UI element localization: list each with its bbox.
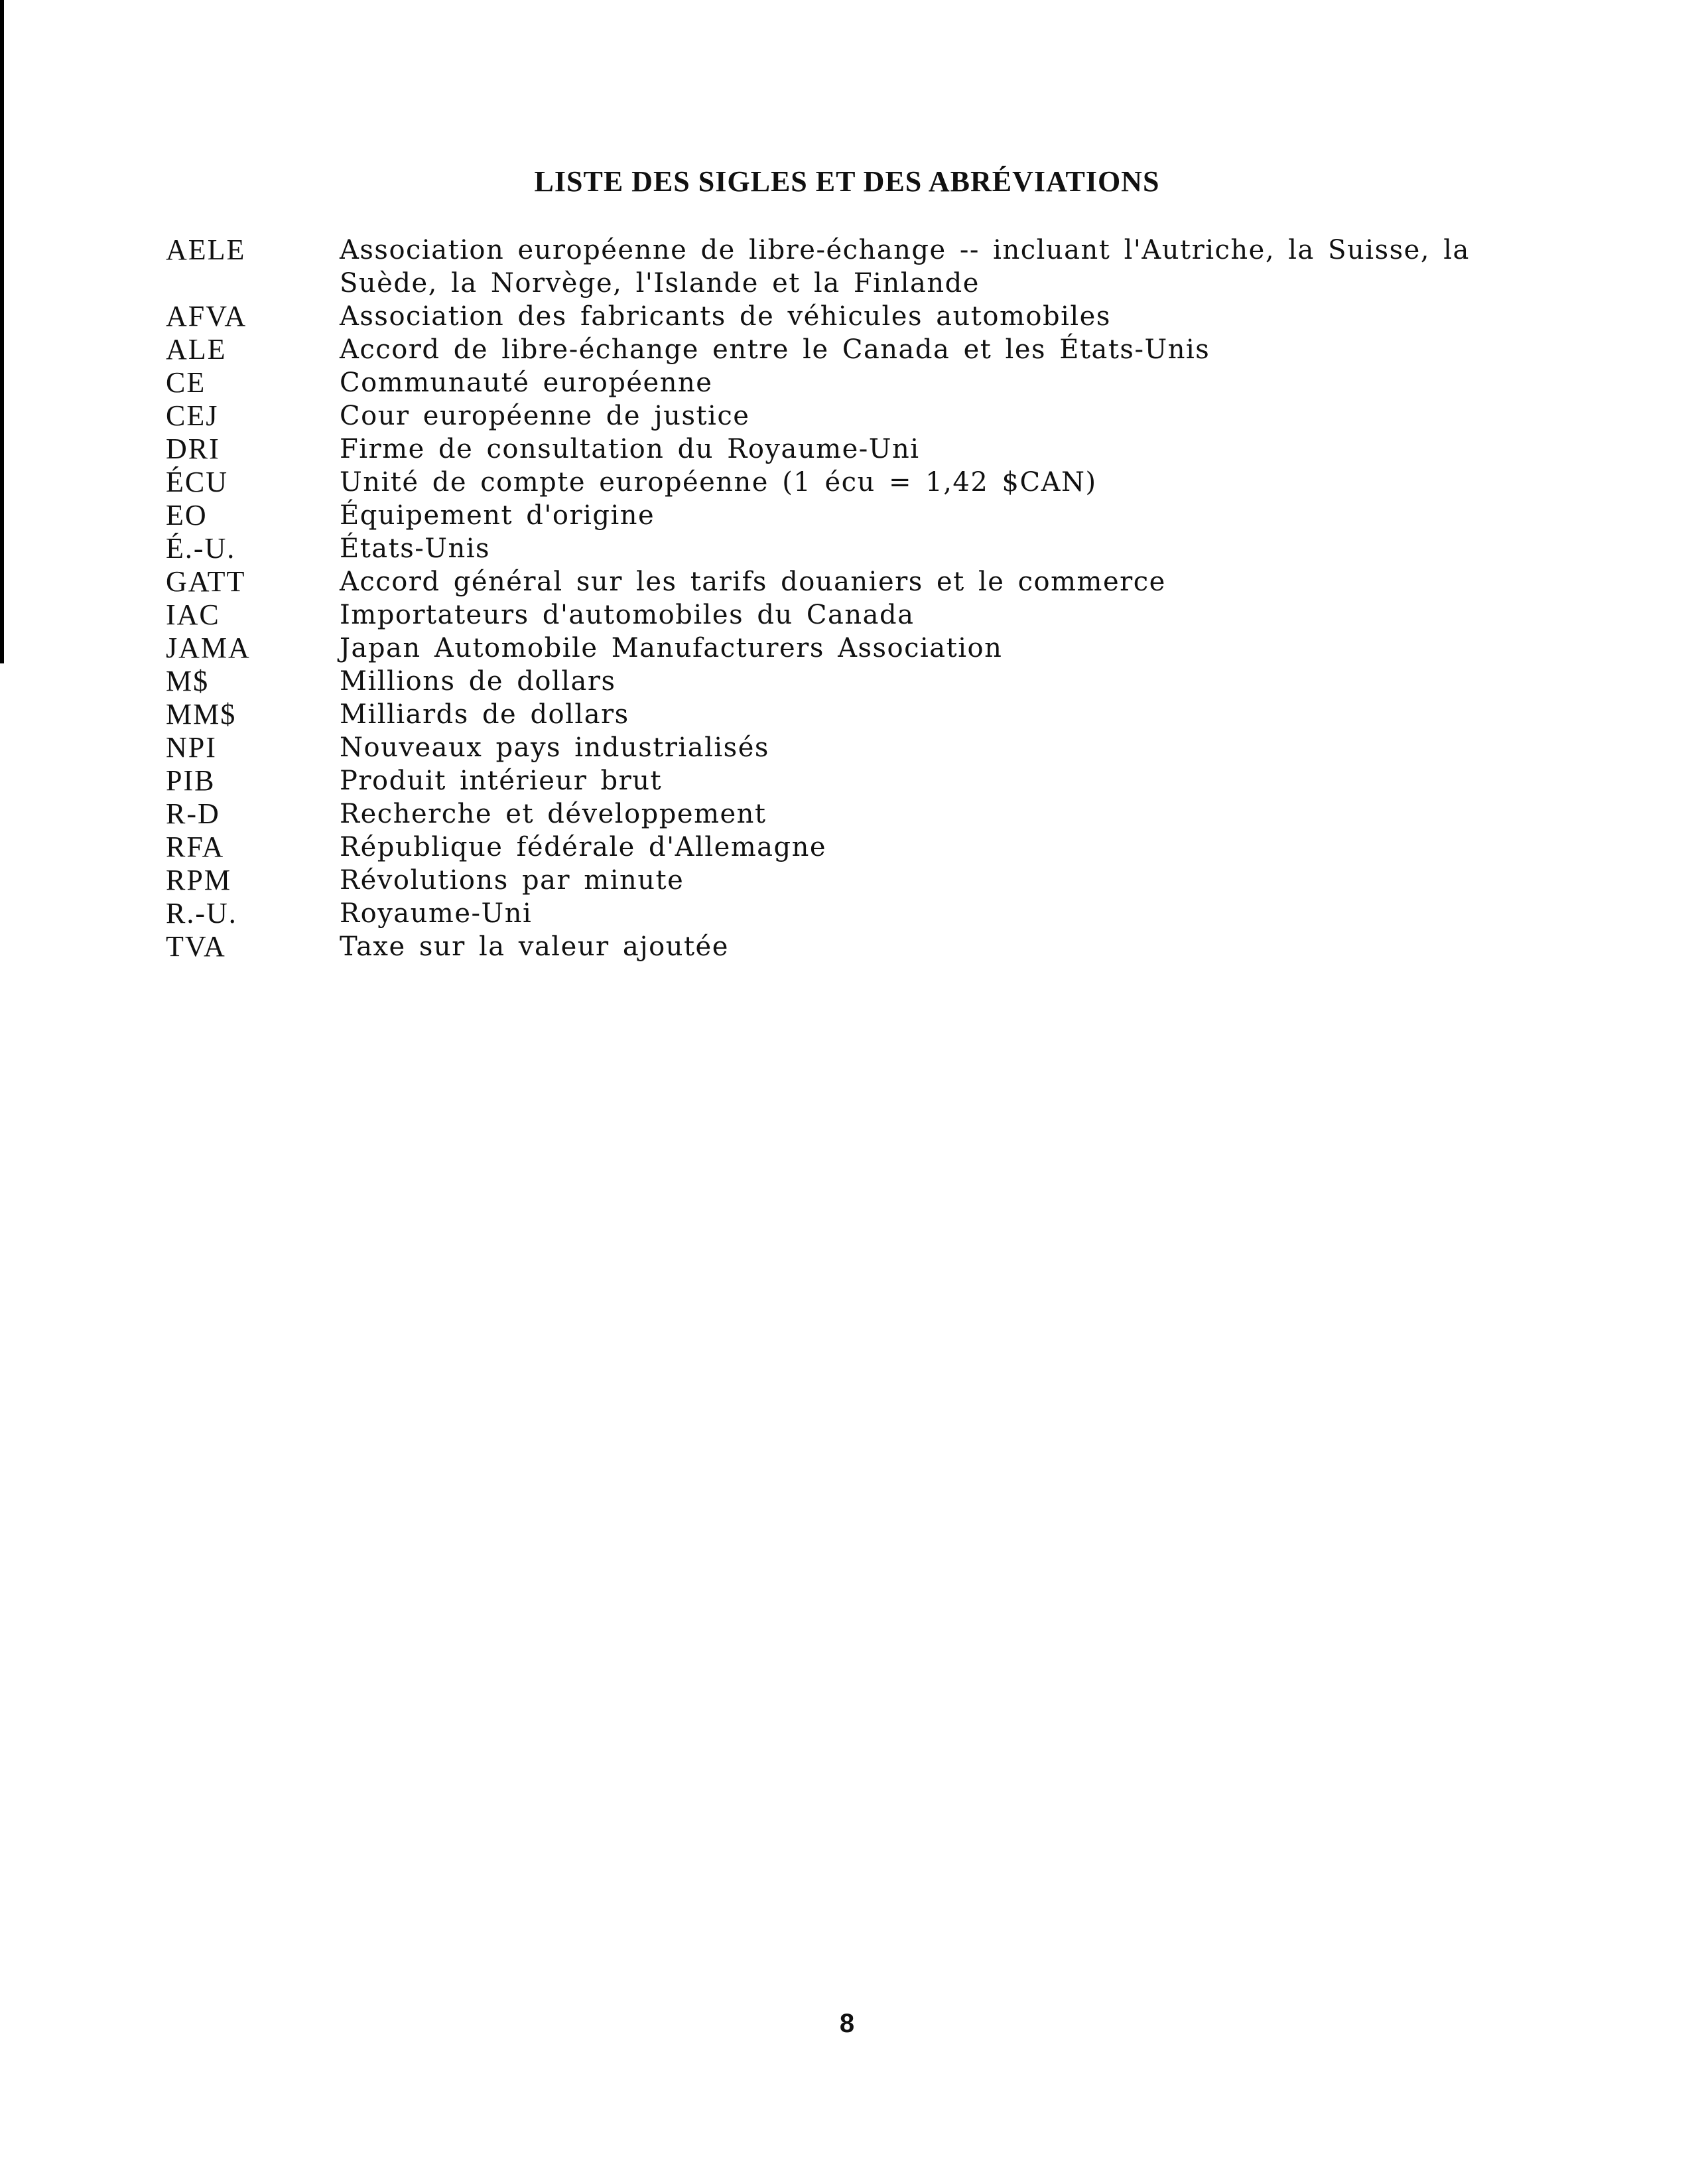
abbreviation-definition: Cour européenne de justice [340, 401, 750, 431]
scan-left-border [0, 0, 4, 663]
abbreviation-code: RPM [166, 864, 231, 896]
abbreviation-row [166, 897, 1506, 930]
abbreviation-row [166, 665, 1506, 698]
abbreviation-row [166, 731, 1506, 764]
abbreviation-definition: Millions de dollars [340, 666, 616, 697]
abbreviation-definition: Royaume-Uni [340, 898, 533, 929]
abbreviation-definition: Milliards de dollars [340, 699, 629, 730]
abbreviation-definition: Révolutions par minute [340, 865, 684, 896]
abbreviation-definition: Produit intérieur brut [340, 766, 663, 796]
abbreviation-row [166, 433, 1506, 466]
abbreviation-row [166, 632, 1506, 665]
abbreviation-code: TVA [166, 930, 226, 963]
abbreviation-row [166, 598, 1506, 632]
abbreviation-list [166, 234, 1506, 963]
abbreviation-definition: République fédérale d'Allemagne [340, 832, 827, 862]
abbreviation-row [166, 532, 1506, 565]
abbreviation-definition: Importateurs d'automobiles du Canada [340, 600, 915, 630]
abbreviation-code: R-D [166, 797, 220, 830]
abbreviation-code: R.-U. [166, 897, 237, 929]
abbreviation-row [166, 565, 1506, 598]
abbreviation-code: ÉCU [166, 466, 228, 498]
abbreviation-definition: Communauté européenne [340, 368, 713, 398]
abbreviation-definition: États-Unis [340, 533, 491, 564]
abbreviation-code: NPI [166, 731, 217, 764]
abbreviation-row [166, 300, 1506, 333]
abbreviation-code: ALE [166, 333, 227, 366]
abbreviation-code: GATT [166, 565, 246, 598]
abbreviation-row [166, 499, 1506, 532]
abbreviation-definition: Nouveaux pays industrialisés [340, 732, 769, 763]
abbreviation-code: CE [166, 366, 206, 399]
page-title: LISTE DES SIGLES ET DES ABRÉVIATIONS [534, 165, 1160, 198]
abbreviation-code: RFA [166, 831, 225, 863]
abbreviation-code: AFVA [166, 300, 247, 332]
abbreviation-row [166, 399, 1506, 433]
abbreviation-code: É.-U. [166, 532, 236, 565]
abbreviation-definition: Association européenne de libre-échange -- incluant l'Autriche, la Suisse, la Suède, la Norvège, l'Islande et la Finlande [340, 235, 1470, 299]
abbreviation-definition: Accord de libre-échange entre le Canada et les États-Unis [340, 334, 1210, 365]
abbreviation-code: M$ [166, 665, 210, 697]
abbreviation-row [166, 831, 1506, 864]
abbreviation-code: CEJ [166, 399, 219, 432]
abbreviation-row [166, 930, 1506, 963]
abbreviation-row [166, 864, 1506, 897]
abbreviation-definition: Association des fabricants de véhicules automobiles [340, 301, 1111, 332]
abbreviation-row [166, 466, 1506, 499]
abbreviation-row [166, 333, 1506, 366]
abbreviation-definition: Recherche et développement [340, 799, 767, 829]
abbreviation-definition: Taxe sur la valeur ajoutée [340, 931, 729, 962]
abbreviation-row [166, 797, 1506, 831]
abbreviation-row [166, 366, 1506, 399]
abbreviation-definition: Japan Automobile Manufacturers Association [340, 633, 1003, 663]
abbreviation-definition: Équipement d'origine [340, 500, 655, 531]
abbreviation-code: JAMA [166, 632, 251, 664]
abbreviation-code: EO [166, 499, 208, 531]
page-number: 8 [839, 2009, 855, 2038]
abbreviation-row [166, 764, 1506, 797]
abbreviation-definition: Accord général sur les tarifs douaniers et le commerce [340, 567, 1166, 597]
abbreviation-row [166, 234, 1506, 300]
abbreviation-definition: Unité de compte européenne (1 écu = 1,42 $CAN) [340, 467, 1097, 498]
abbreviation-code: DRI [166, 433, 220, 465]
abbreviation-code: AELE [166, 234, 246, 266]
abbreviation-definition: Firme de consultation du Royaume-Uni [340, 434, 920, 464]
abbreviation-code: PIB [166, 764, 216, 797]
abbreviation-code: IAC [166, 598, 220, 631]
abbreviation-row [166, 698, 1506, 731]
abbreviation-code: MM$ [166, 698, 237, 730]
